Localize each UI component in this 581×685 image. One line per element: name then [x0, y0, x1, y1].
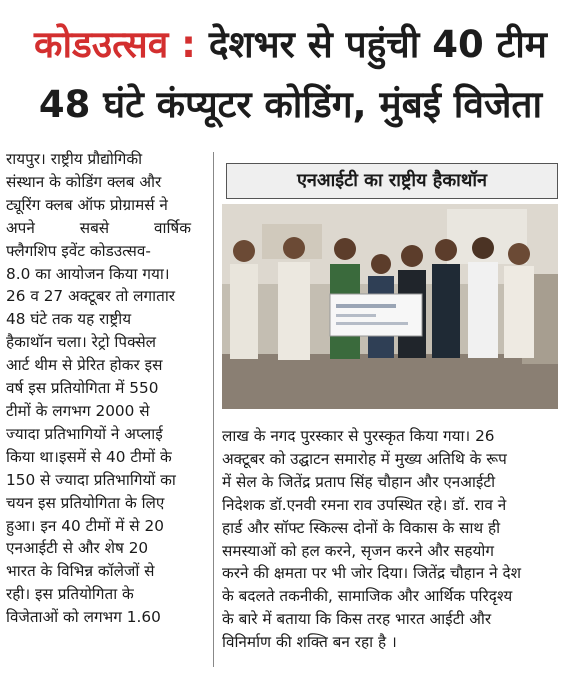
group-photo-image	[222, 204, 558, 409]
headline-subtitle: देशभर से पहुंची 40 टीम	[208, 23, 547, 66]
article-right-column	[222, 425, 560, 654]
article-line: 26 व 27 अक्टूबर तो लगातार	[6, 287, 176, 306]
article-line: करने की क्षमता पर भी जोर दिया। जितेंद्र चौहान ने देश	[222, 564, 521, 583]
news-photo	[222, 204, 558, 409]
photo-caption: एनआईटी का राष्ट्रीय हैकाथॉन	[226, 163, 558, 199]
article-line: में सेल के जितेंद्र प्रताप सिंह चौहान और एनआईटी	[222, 472, 496, 491]
article-line: समस्याओं को हल करने, सृजन करने और सहयोग	[222, 541, 494, 560]
article-line: एनआईटी से और शेष 20	[6, 539, 149, 558]
article-line: फ्लैगशिप इवेंट कोडउत्सव-	[6, 241, 151, 260]
article-line: हैकाथॉन चला। रेट्रो पिक्सेल	[6, 333, 157, 352]
article-line: विजेताओं को लगभग 1.60	[6, 608, 161, 627]
article-line: के बदलते तकनीकी, सामाजिक और आर्थिक परिदृश्य	[222, 587, 513, 606]
article-line: निदेशक डॉ.एनवी रमना राव उपस्थित रहे। डॉ. राव ने	[222, 495, 507, 514]
article-line: 48 घंटे तक यह राष्ट्रीय	[6, 310, 132, 329]
headline-line-2: 48 घंटे कंप्यूटर कोडिंग, मुंबई विजेता	[38, 83, 543, 126]
column-divider	[213, 152, 214, 667]
article-line: अक्टूबर को उद्घाटन समारोह में मुख्य अतिथि के रूप	[222, 449, 507, 468]
article-line: आर्ट थीम से प्रेरित होकर इस	[6, 356, 163, 375]
article-line: 150 से ज्यादा प्रतिभागियों का	[6, 470, 176, 489]
article-line: अपने सबसे वार्षिक	[6, 218, 192, 237]
article-line: के बारे में बताया कि किस तरह भारत आईटी और	[222, 610, 492, 629]
article-line: हार्ड और सॉफ्ट स्किल्स दोनों के विकास के साथ ही	[222, 518, 501, 537]
article-line: संस्थान के कोडिंग क्लब और	[6, 172, 162, 191]
article-line: किया था।इसमें से 40 टीमों के	[6, 447, 172, 466]
article-line: टीमों के लगभग 2000 से	[6, 401, 150, 420]
headline-line-1	[0, 20, 581, 70]
article-line: भारत के विभिन्न कॉलेजों से	[6, 562, 155, 581]
article-line: 8.0 का आयोजन किया गया।	[6, 264, 170, 283]
article-line: ट्यूरिंग क्लब ऑफ प्रोग्रामर्स ने	[6, 195, 168, 214]
headline-separator: :	[168, 23, 209, 66]
article-line: हुआ। इन 40 टीमों में से 20	[6, 516, 164, 535]
article-line: लाख के नगद पुरस्कार से पुरस्कृत किया गया। 26	[222, 427, 495, 445]
article-line: विनिर्माण की शक्ति बन रहा है ।	[222, 633, 397, 652]
article-line: ज्यादा प्रतिभागियों ने अप्लाई	[6, 424, 163, 443]
headline-event-name: कोडउत्सव	[34, 23, 169, 66]
article-line: रही। इस प्रतियोगिता के	[6, 585, 134, 604]
article-left-column	[6, 148, 205, 629]
article-line: चयन इस प्रतियोगिता के लिए	[6, 493, 165, 512]
article-line: रायपुर। राष्ट्रीय प्रौद्योगिकी	[6, 150, 143, 168]
article-line: वर्ष इस प्रतियोगिता में 550	[6, 379, 159, 398]
